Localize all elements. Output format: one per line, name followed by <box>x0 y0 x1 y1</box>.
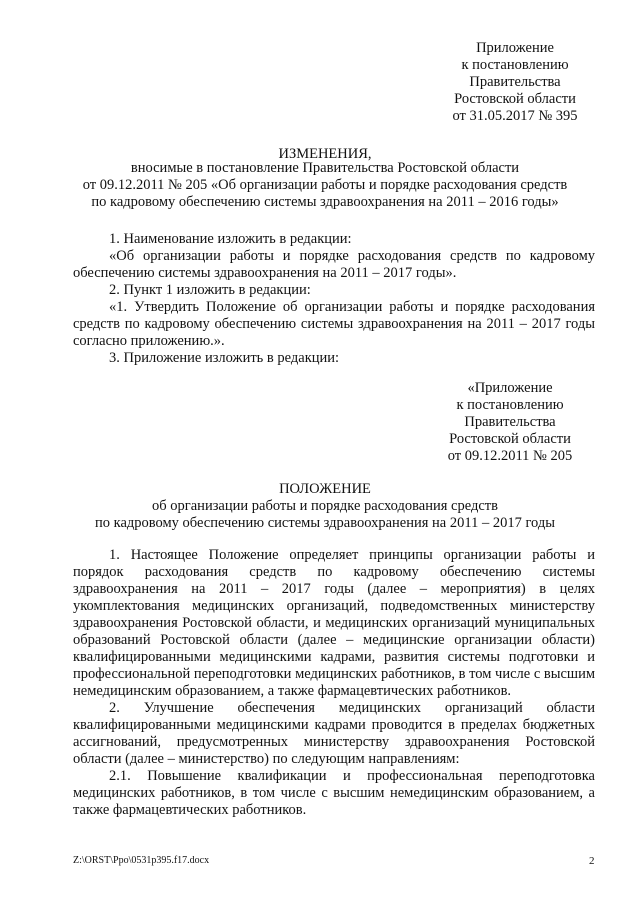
subtitle-line: об организации работы и порядке расходования средств <box>152 498 498 514</box>
attachment-line: Ростовской области <box>449 431 571 447</box>
attachment-line: «Приложение <box>467 380 553 396</box>
regulation-body <box>73 547 595 819</box>
attachment-line: к постановлению <box>461 57 569 73</box>
paragraph: 3. Приложение изложить в редакции: <box>109 350 340 366</box>
changes-heading: ИЗМЕНЕНИЯ, <box>278 146 372 162</box>
attachment-line: Правительства <box>464 414 556 430</box>
subtitle-line: по кадровому обеспечению системы здравоохранения на 2011 – 2016 годы» <box>91 194 559 210</box>
paragraph: 2. Пункт 1 изложить в редакции: <box>109 282 311 298</box>
regulation-subtitle <box>60 498 590 532</box>
subtitle-line: вносимые в постановление Правительства Ростовской области <box>130 160 520 176</box>
paragraph: 2. Улучшение обеспечения медицинских организаций области квалифицированными медицинскими кадрами проводится в пределах бюджетных ассигнований, предусмотренных министерству здравоохранения Ростовской области (далее – министерство) по следующим направлениям: <box>73 700 595 767</box>
subtitle-line: по кадровому обеспечению системы здравоохранения на 2011 – 2017 годы <box>94 515 555 531</box>
attachment-line: Приложение <box>476 40 554 56</box>
regulation-heading: ПОЛОЖЕНИЕ <box>279 481 371 497</box>
attachment-line: от 09.12.2011 № 205 <box>447 448 573 464</box>
attachment-line: к постановлению <box>456 397 564 413</box>
paragraph: «1. Утвердить Положение об организации работы и порядке расходования средств по кадровому обеспечению системы здравоохранения на 2011 – 2017 годы согласно приложению.». <box>73 299 595 349</box>
paragraph: 2.1. Повышение квалификации и профессиональная переподготовка медицинских работников, в том числе с высшим немедицинским образованием, а также фармацевтических работников. <box>73 768 595 818</box>
attachment-line: Ростовской области <box>454 91 576 107</box>
attachment-block-inner <box>390 380 630 465</box>
subtitle-line: от 09.12.2011 № 205 «Об организации работы и порядке расходования средств <box>82 177 568 193</box>
changes-subtitle <box>60 160 590 211</box>
attachment-block-top <box>395 40 635 125</box>
attachment-line: Правительства <box>469 74 561 90</box>
paragraph: 1. Настоящее Положение определяет принципы организации работы и порядок расходования средств по кадровому обеспечению системы здравоохранения на 2011 – 2017 годы (далее – мероприятия) в целях укомплектования медицинских организаций, подведомственных министерству здравоохранения Ростовской области, и медицинских организаций муниципальных образований Ростовской области (далее – медицинские организации области) квалифицированными медицинскими кадрами, развития системы подготовки и профессиональной переподготовки медицинских работников, в том числе с высшим немедицинским образованием, а также фармацевтических работников. <box>73 547 596 699</box>
attachment-line: от 31.05.2017 № 395 <box>452 108 578 124</box>
footer-file-path: Z:\ORST\Ppo\0531p395.f17.docx <box>73 855 210 866</box>
paragraph: «Об организации работы и порядке расходования средств по кадровому обеспечению системы здравоохранения на 2011 – 2017 годы». <box>73 248 595 281</box>
paragraph: 1. Наименование изложить в редакции: <box>109 231 352 247</box>
page-number: 2 <box>589 855 595 867</box>
changes-body <box>73 231 595 367</box>
